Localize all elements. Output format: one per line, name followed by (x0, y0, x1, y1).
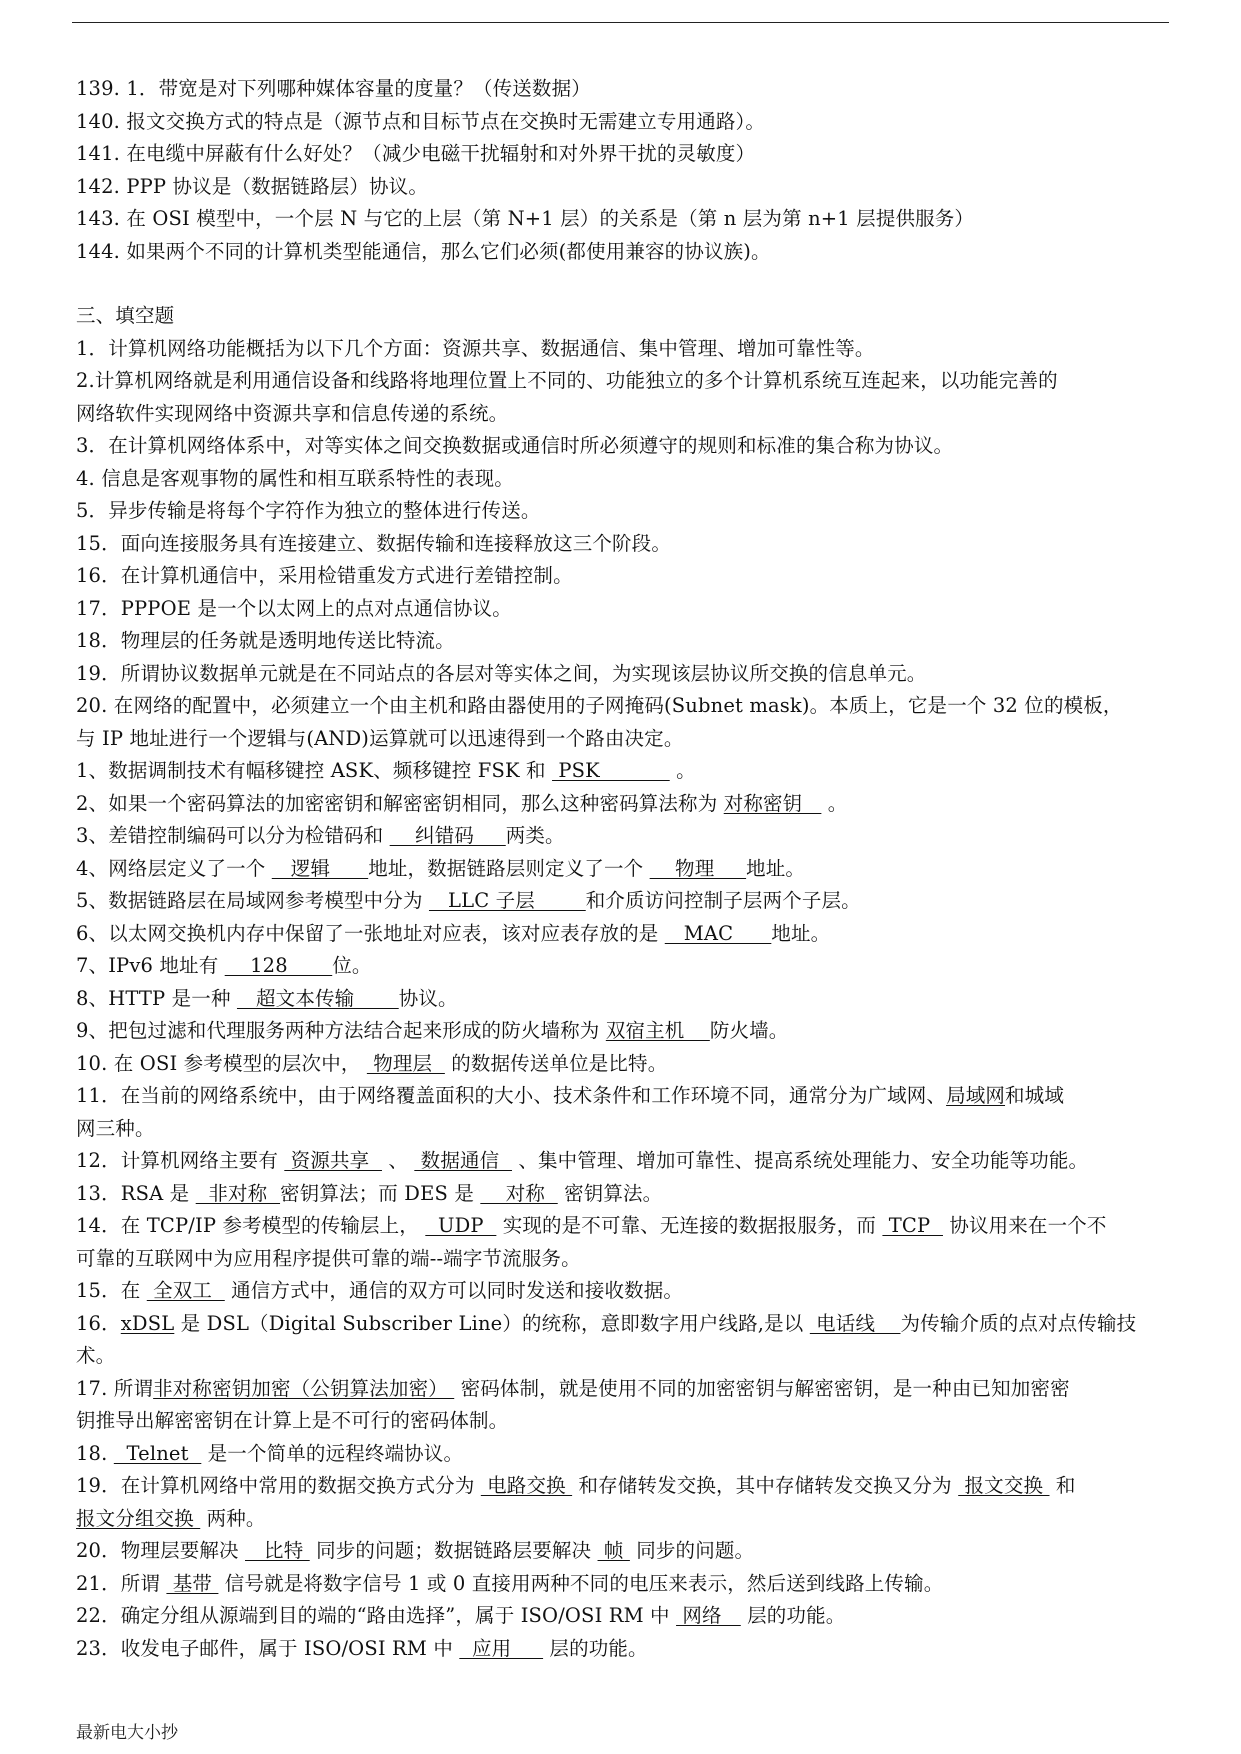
fill-text: 9、把包过滤和代理服务两种方法结合起来形成的防火墙称为 (76, 1019, 606, 1042)
fill-answer: LLC 子层 (428, 889, 586, 912)
item-19: 19．所谓协议数据单元就是在不同站点的各层对等实体之间，为实现该层协议所交换的信息单元。 (76, 661, 927, 685)
fill-answer: 对称 (480, 1181, 558, 1205)
q140: 140. 报文交换方式的特点是（源节点和目标节点在交换时无需建立专用通路）。 (76, 109, 766, 133)
fill-answer: TCP (882, 1214, 943, 1237)
fill-16-line2: 术。 (76, 1344, 116, 1367)
fill-text: 是 DSL（Digital Subscriber Line）的统称，意即数字用户线路,是以 (174, 1311, 810, 1335)
fill-answer: 纠错码 (389, 824, 506, 847)
fill-text: 通信方式中，通信的双方可以同时发送和接收数据。 (224, 1279, 684, 1302)
fill-text: 10. 在 OSI 参考模型的层次中， (76, 1051, 367, 1075)
fill-5 (76, 885, 1176, 918)
fill-text: 是一个简单的远程终端协议。 (201, 1441, 464, 1465)
fill-answer: PSK (552, 759, 670, 782)
fill-text: 的数据传送单位是比特。 (444, 1051, 668, 1075)
fill-text: 15．在 (76, 1279, 147, 1302)
fill-20 (76, 1535, 1176, 1568)
fill-7 (76, 950, 1176, 983)
q141: 141. 在电缆中屏蔽有什么好处？（减少电磁干扰辐射和对外界干扰的灵敏度） (76, 142, 756, 165)
fill-text: 5、数据链路层在局域网参考模型中分为 (76, 889, 429, 912)
fill-19-line1 (76, 1470, 1176, 1503)
fill-text: 同步的问题；数据链路层要解决 (309, 1539, 598, 1562)
q142: 142. PPP 协议是（数据链路层）协议。 (76, 174, 428, 198)
fill-text: 防火墙。 (709, 1019, 789, 1042)
item-18: 18．物理层的任务就是透明地传送比特流。 (76, 629, 455, 652)
item-20-line1: 20. 在网络的配置中，必须建立一个由主机和路由器使用的子网掩码(Subnet mask)。本质上，它是一个 32 位的模板， (76, 694, 1123, 717)
fill-text: 。 (669, 759, 696, 782)
fill-text: 地址。 (746, 856, 806, 880)
fill-text: 4、网络层定义了一个 (76, 856, 272, 880)
fill-2 (76, 788, 1176, 821)
fill-text: 、集中管理、增加可靠性、提高系统处理能力、安全功能等功能。 (511, 1149, 1089, 1172)
fill-answer: 资源共享 (284, 1149, 382, 1172)
fill-answer: 对称密钥 (723, 791, 822, 815)
fill-19-line2 (76, 1503, 1176, 1536)
fill-text: 21．所谓 (76, 1571, 167, 1595)
fill-answer: 比特 (245, 1539, 310, 1562)
fill-answer: Telnet (113, 1441, 202, 1465)
fill-15 (76, 1275, 1176, 1308)
fill-text: 和 (1049, 1474, 1076, 1497)
header-rule (72, 22, 1169, 23)
item-1: 1．计算机网络功能概括为以下几个方面：资源共享、数据通信、集中管理、增加可靠性等。 (76, 336, 875, 360)
fill-answer: 电路交换 (480, 1474, 573, 1497)
fill-4 (76, 853, 1176, 886)
fill-answer: 应用 (459, 1636, 544, 1660)
fill-text: 13．RSA 是 (76, 1181, 196, 1205)
fill-text: 密钥算法。 (557, 1181, 663, 1205)
fill-text: 1、数据调制技术有幅移键控 ASK、频移键控 FSK 和 (76, 759, 553, 782)
fill-17-line2: 钥推导出解密密钥在计算上是不可行的密码体制。 (76, 1409, 509, 1432)
fill-answer: 帧 (597, 1539, 630, 1562)
fill-answer: MAC (664, 921, 772, 945)
page-footer: 最新电大小抄 (76, 1723, 178, 1743)
fill-answer: 非对称 (195, 1181, 281, 1205)
fill-text: 16． (76, 1311, 121, 1335)
fill-answer: 基带 (166, 1571, 219, 1595)
item-20-line2: 与 IP 地址进行一个逻辑与(AND)运算就可以迅速得到一个路由决定。 (76, 726, 684, 750)
fill-text: 实现的是不可靠、无连接的数据报服务，而 (496, 1214, 883, 1237)
fill-text: 2、如果一个密码算法的加密密钥和解密密钥相同，那么这种密码算法称为 (76, 791, 724, 815)
q144: 144. 如果两个不同的计算机类型能通信，那么它们必须(都使用兼容的协议族)。 (76, 239, 771, 263)
fill-18 (76, 1438, 1176, 1471)
fill-text: 。 (821, 791, 848, 815)
fill-13 (76, 1178, 1176, 1211)
fill-answer: 报文交换 (958, 1474, 1050, 1497)
item-5: 5．异步传输是将每个字符作为独立的整体进行传送。 (76, 499, 541, 522)
fill-answer: 数据通信 (414, 1149, 512, 1172)
fill-1 (76, 755, 1176, 788)
fill-text: 信号就是将数字信号 1 或 0 直接用两种不同的电压来表示，然后送到线路上传输。 (218, 1571, 944, 1595)
fill-14-line1 (76, 1210, 1176, 1243)
fill-answer: xDSL (120, 1311, 175, 1335)
fill-text: 为传输介质的点对点传输技 (900, 1311, 1137, 1335)
fill-text: 密钥算法；而 DES 是 (280, 1181, 481, 1205)
fill-answer: 逻辑 (271, 856, 369, 880)
fill-text: 19．在计算机网络中常用的数据交换方式分为 (76, 1474, 481, 1497)
fill-text: 8、HTTP 是一种 (76, 986, 237, 1010)
fill-answer: 网络 (676, 1604, 741, 1627)
fill-text: 协议。 (398, 986, 458, 1010)
fill-answer: 报文分组交换 (76, 1506, 201, 1530)
fill-text: 11．在当前的网络系统中，由于网络覆盖面积的大小、技术条件和工作环境不同，通常分为广域网、 (76, 1084, 947, 1107)
fill-text: 7、IPv6 地址有 (76, 954, 225, 977)
fill-6 (76, 918, 1176, 951)
fill-text: 两类。 (505, 824, 565, 847)
fill-answer: 物理 (649, 856, 747, 880)
fill-text: 地址。 (771, 921, 831, 945)
fill-text: 层的功能。 (740, 1604, 846, 1627)
fill-answer: 双宿主机 (605, 1019, 710, 1042)
fill-text: 14．在 TCP/IP 参考模型的传输层上， (76, 1214, 426, 1237)
fill-text: 和存储转发交换，其中存储转发交换又分为 (572, 1474, 959, 1497)
fill-text: 6、以太网交换机内存中保留了一张地址对应表，该对应表存放的是 (76, 921, 665, 945)
fill-22 (76, 1600, 1176, 1633)
fill-10 (76, 1048, 1176, 1081)
fill-text: 、 (381, 1149, 415, 1172)
fill-8 (76, 983, 1176, 1016)
item-3: 3．在计算机网络体系中，对等实体之间交换数据或通信时所必须遵守的规则和标准的集合称为协议。 (76, 434, 954, 457)
fill-17-line1 (76, 1373, 1176, 1406)
fill-answer: 超文本传输 (236, 986, 399, 1010)
document-body (76, 73, 1176, 1665)
fill-text: 同步的问题。 (629, 1539, 755, 1562)
fill-answer: 电话线 (809, 1311, 901, 1335)
fill-text: 22．确定分组从源端到目的端的“路由选择”，属于 ISO/OSI RM 中 (76, 1604, 677, 1627)
section-heading: 三、填空题 (76, 304, 175, 327)
fill-9 (76, 1015, 1176, 1048)
fill-12 (76, 1145, 1176, 1178)
fill-text: 和城域 (1005, 1084, 1064, 1107)
fill-text: 12．计算机网络主要有 (76, 1149, 285, 1172)
item-2-line1: 2.计算机网络就是利用通信设备和线路将地理位置上不同的、功能独立的多个计算机系统互连起来，以功能完善的 (76, 369, 1058, 392)
fill-23 (76, 1633, 1176, 1666)
item-17: 17．PPPOE 是一个以太网上的点对点通信协议。 (76, 596, 512, 620)
fill-text: 密码体制，就是使用不同的加密密钥与解密密钥，是一种由已知加密密 (454, 1376, 1070, 1400)
fill-text: 位。 (332, 954, 372, 977)
fill-answer: 全双工 (146, 1279, 225, 1302)
fill-answer: 128 (224, 954, 333, 977)
fill-answer: 局域网 (946, 1084, 1006, 1107)
fill-21 (76, 1568, 1176, 1601)
fill-text: 地址，数据链路层则定义了一个 (368, 856, 650, 880)
fill-text: 17. 所谓 (76, 1376, 154, 1400)
item-15: 15．面向连接服务具有连接建立、数据传输和连接释放这三个阶段。 (76, 531, 671, 555)
q139: 139. 1．带宽是对下列哪种媒体容量的度量？（传送数据） (76, 77, 591, 100)
fill-text: 和介质访问控制子层两个子层。 (585, 889, 861, 912)
item-2-line2: 网络软件实现网络中资源共享和信息传递的系统。 (76, 401, 509, 425)
fill-16-line1 (76, 1308, 1176, 1341)
section-gap (76, 268, 1176, 300)
fill-11-line1 (76, 1080, 1176, 1113)
fill-answer: 非对称密钥加密（公钥算法加密） (153, 1376, 455, 1400)
fill-text: 23．收发电子邮件，属于 ISO/OSI RM 中 (76, 1636, 460, 1660)
item-16: 16．在计算机通信中，采用检错重发方式进行差错控制。 (76, 564, 573, 587)
fill-11-line2: 网三种。 (76, 1116, 155, 1140)
fill-text: 3、差错控制编码可以分为检错码和 (76, 824, 390, 847)
item-4: 4. 信息是客观事物的属性和相互联系特性的表现。 (76, 466, 514, 490)
fill-text: 两种。 (200, 1506, 266, 1530)
fill-text: 协议用来在一个不 (942, 1214, 1107, 1237)
fill-answer: 物理层 (366, 1051, 445, 1075)
fill-text: 20．物理层要解决 (76, 1539, 246, 1562)
fill-text: 18. (76, 1441, 114, 1465)
q143: 143. 在 OSI 模型中，一个层 N 与它的上层（第 N+1 层）的关系是（第 n 层为第 n+1 层提供服务） (76, 207, 975, 230)
fill-text: 层的功能。 (543, 1636, 648, 1660)
fill-answer: UDP (425, 1214, 497, 1237)
fill-3 (76, 820, 1176, 853)
fill-14-line2: 可靠的互联网中为应用程序提供可靠的端--端字节流服务。 (76, 1246, 581, 1270)
